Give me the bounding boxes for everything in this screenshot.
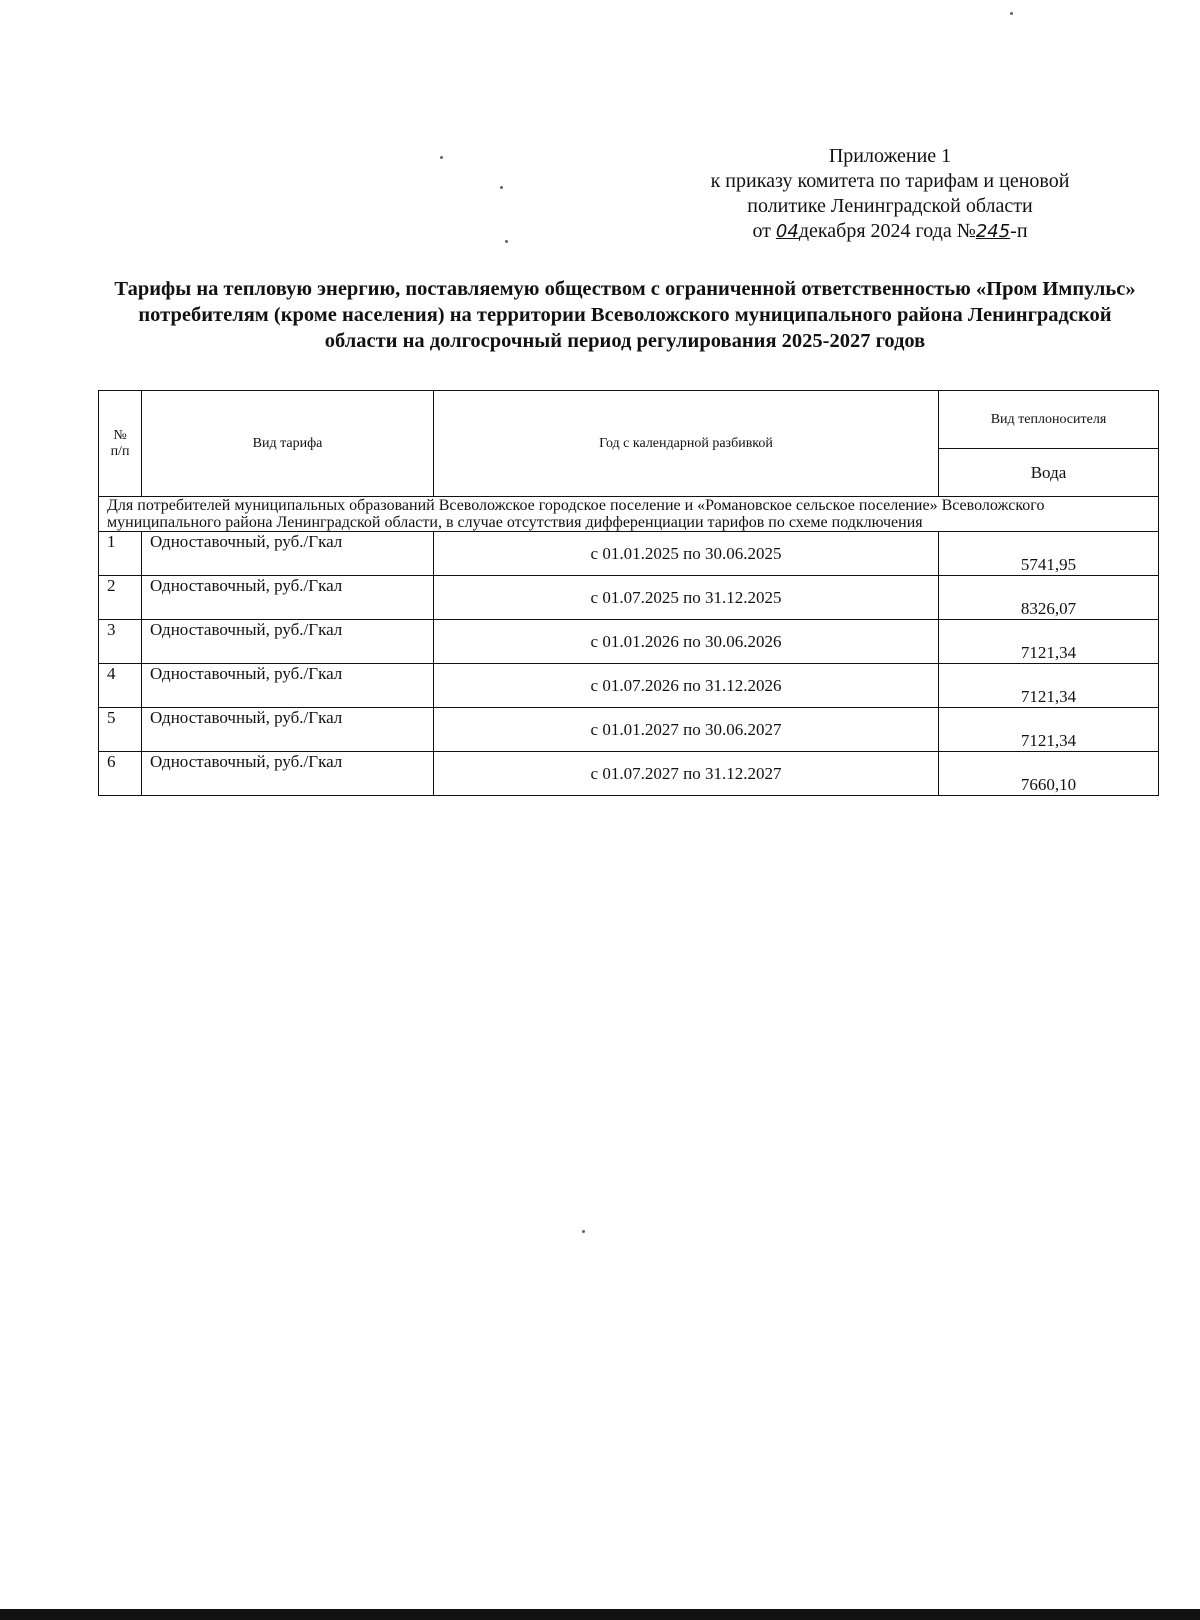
table-row: [99, 664, 1159, 708]
row-tariff-kind: Одноставочный, руб./Гкал: [142, 532, 434, 576]
header-num: № п/п: [99, 391, 142, 497]
row-num: 1: [99, 532, 142, 576]
header-carrier: Вид теплоносителя: [939, 391, 1159, 449]
row-tariff-kind: Одноставочный, руб./Гкал: [142, 664, 434, 708]
row-tariff-kind: Одноставочный, руб./Гкал: [142, 752, 434, 796]
row-num: 5: [99, 708, 142, 752]
date-middle: декабря 2024 года №: [798, 220, 976, 242]
row-num: 6: [99, 752, 142, 796]
appendix-order-line: к приказу комитета по тарифам и ценовой: [710, 170, 1070, 192]
scan-speck: [582, 1230, 585, 1233]
header-water: Вода: [939, 449, 1159, 497]
consumer-group-row: Для потребителей муниципальных образований Всеволожское городское поселение и «Романовское сельское поселение» Всеволожского муниципального района Ленинградской области, в случае отсутствия дифференциации тарифов по схеме подключения: [99, 497, 1159, 532]
table-row: [99, 708, 1159, 752]
row-period: с 01.07.2025 по 31.12.2025: [434, 576, 939, 620]
row-period: с 01.07.2027 по 31.12.2027: [434, 752, 939, 796]
scan-edge-bar: [0, 1609, 1200, 1620]
handwritten-order-number: 245: [975, 221, 1011, 242]
row-period: с 01.01.2025 по 30.06.2025: [434, 532, 939, 576]
table-row: [99, 576, 1159, 620]
appendix-committee-line: политике Ленинградской области: [747, 195, 1033, 217]
row-tariff-kind: Одноставочный, руб./Гкал: [142, 708, 434, 752]
row-num: 2: [99, 576, 142, 620]
row-period: с 01.01.2026 по 30.06.2026: [434, 620, 939, 664]
date-prefix: от: [752, 220, 771, 242]
appendix-header: [640, 144, 1140, 244]
row-value: 7121,34: [939, 620, 1159, 664]
scan-speck: [505, 240, 508, 243]
row-value: 7121,34: [939, 664, 1159, 708]
row-period: с 01.01.2027 по 30.06.2027: [434, 708, 939, 752]
row-value: 7660,10: [939, 752, 1159, 796]
table-row: [99, 752, 1159, 796]
number-suffix: -п: [1010, 220, 1028, 242]
appendix-title: Приложение 1: [828, 145, 952, 167]
row-tariff-kind: Одноставочный, руб./Гкал: [142, 620, 434, 664]
document-title: Тарифы на тепловую энергию, поставляемую обществом с ограниченной ответственностью «Пром Импульс» потребителям (кроме населения) на территории Всеволожского муниципального района Ленинградской области на долгосрочный период регулирования 2025-2027 годов: [114, 278, 1136, 352]
row-value: 7121,34: [939, 708, 1159, 752]
table-row: [99, 532, 1159, 576]
header-period: Год с календарной разбивкой: [434, 391, 939, 497]
row-value: 5741,95: [939, 532, 1159, 576]
scan-speck: [1010, 12, 1013, 15]
handwritten-day: 04: [775, 221, 799, 242]
row-num: 4: [99, 664, 142, 708]
tariffs-table: [98, 390, 1159, 796]
row-period: с 01.07.2026 по 31.12.2026: [434, 664, 939, 708]
scan-speck: [440, 156, 443, 159]
scan-speck: [500, 186, 503, 189]
row-value: 8326,07: [939, 576, 1159, 620]
table-row: [99, 620, 1159, 664]
row-num: 3: [99, 620, 142, 664]
header-tariff-kind: Вид тарифа: [142, 391, 434, 497]
row-tariff-kind: Одноставочный, руб./Гкал: [142, 576, 434, 620]
appendix-date-line: [640, 219, 1140, 244]
